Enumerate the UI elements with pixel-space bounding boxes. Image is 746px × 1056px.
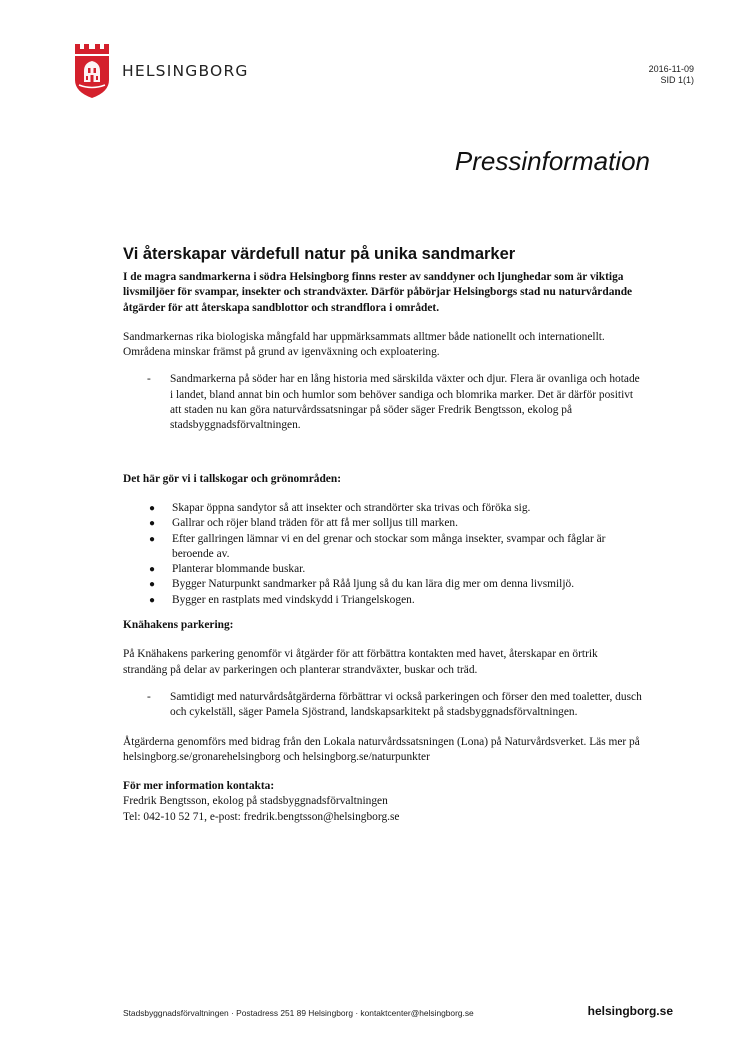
- bullet-marker: ●: [149, 579, 156, 591]
- list-item: [123, 562, 643, 577]
- quote-text: Sandmarkerna på söder har en lång historia med särskilda växter och djur. Flera är ovanliga och hotade i landet, bland annat bin och humlor som behöver sandiga och blomrika marker. Det är därför positivt att staden nu kan göra naturvårdssatsningar på söder säger Fredrik Bengtsson, ekolog på stadsbyggnadsförvaltningen.: [170, 373, 640, 432]
- article-lead: I de magra sandmarkerna i södra Helsingborg finns rester av sanddyner och ljunghedar som är viktiga livsmiljöer för svampar, insekter och strandväxter. Därför påbörjar Helsingborgs stad nu naturvårdande åtgärder för att återskapa sandblottor och strandflora i området.: [123, 271, 633, 314]
- dash-marker: -: [147, 690, 151, 703]
- bullet-marker: ●: [149, 518, 156, 530]
- paragraph-funding: Åtgärderna genomförs med bidrag från den Lokala naturvårdssatsningen (Lona) på Naturvårdsverket. Läs mer på helsingborg.se/gronarehelsingborg och helsingborg.se/naturpunkter: [123, 735, 640, 763]
- bullet-marker: ●: [149, 594, 156, 606]
- list-item-text: Bygger en rastplats med vindskydd i Triangelskogen.: [172, 593, 415, 606]
- list-item-text: Efter gallringen lämnar vi en del grenar och stockar som många insekter, svampar och fåglar är beroende av.: [172, 532, 606, 560]
- list-item: [123, 501, 643, 516]
- section-heading-tallskogar: Det här gör vi i tallskogar och grönområden:: [123, 472, 341, 485]
- list-item-text: Bygger Naturpunkt sandmarker på Råå ljung så du kan lära dig mer om denna livsmiljö.: [172, 578, 575, 591]
- list-item-text: Gallrar och röjer bland träden för att få mer solljus till marken.: [172, 517, 458, 530]
- quote-list-1: [123, 372, 643, 433]
- brand-wordmark: HELSINGBORG: [122, 62, 249, 80]
- measures-list: [123, 501, 643, 608]
- helsingborg-logo: [74, 44, 110, 98]
- contact-heading: För mer information kontakta:: [123, 780, 275, 793]
- list-item: [123, 532, 643, 563]
- quote-text: Samtidigt med naturvårdsåtgärderna förbättrar vi också parkeringen och förser den med toaletter, dusch och cykelställ, säger Pamela Sjöstrand, landskapsarkitekt på stadsbyggnadsförvaltningen.: [170, 690, 642, 719]
- list-item: [123, 516, 643, 531]
- bullet-marker: ●: [149, 564, 156, 576]
- document-date: 2016-11-09: [648, 64, 694, 74]
- quote-item: [123, 690, 643, 721]
- article-body: [123, 244, 643, 825]
- paragraph-intro: Sandmarkernas rika biologiska mångfald har uppmärksammats alltmer både nationellt och internationellt. Områdena minskar främst på grund av igenväxning och exploatering.: [123, 330, 605, 359]
- document-type: Pressinformation: [454, 146, 650, 176]
- footer-website: helsingborg.se: [587, 1004, 673, 1018]
- list-item-text: Skapar öppna sandytor så att insekter och strandörter ska trivas och föröka sig.: [172, 501, 531, 514]
- article-title: Vi återskapar värdefull natur på unika sandmarker: [123, 245, 516, 263]
- list-item: [123, 593, 643, 608]
- list-item-text: Planterar blommande buskar.: [172, 563, 306, 576]
- section-heading-knahaken: Knähakens parkering:: [123, 619, 234, 632]
- list-item: [123, 577, 643, 592]
- page-number: SID 1(1): [660, 75, 694, 85]
- contact-name: Fredrik Bengtsson, ekolog på stadsbyggnadsförvaltningen: [123, 795, 388, 808]
- quote-item: [123, 372, 643, 433]
- dash-marker: -: [147, 373, 151, 386]
- paragraph-knahaken: På Knähakens parkering genomför vi åtgärder för att förbättra kontakten med havet, återskapar en örtrik strandäng på delar av parkeringen och planterar strandväxter, buskar och träd.: [123, 648, 598, 676]
- bullet-marker: ●: [149, 533, 156, 545]
- document-meta: [649, 64, 694, 86]
- footer-address: Stadsbyggnadsförvaltningen · Postadress 251 89 Helsingborg · kontaktcenter@helsingborg.se: [123, 1008, 474, 1018]
- quote-list-2: [123, 690, 643, 721]
- contact-details: Tel: 042-10 52 71, e-post: fredrik.bengtsson@helsingborg.se: [123, 810, 400, 823]
- bullet-marker: ●: [149, 502, 156, 514]
